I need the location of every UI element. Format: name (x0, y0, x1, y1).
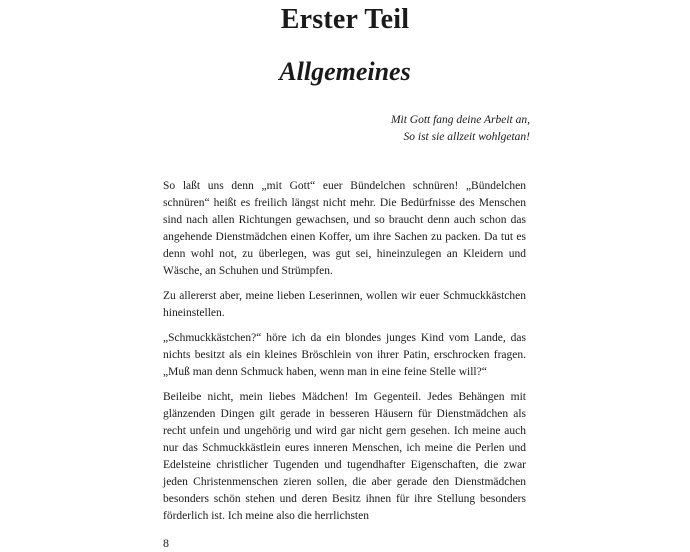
page-number: 8 (163, 536, 169, 550)
motto-line-2: So ist sie allzeit wohlgetan! (403, 131, 530, 143)
paragraph-4: Beileibe nicht, mein liebes Mädchen! Im Gegenteil. Jedes Behängen mit glänzenden Dingen gilt gerade in besseren Häusern für Dienstmädchen als recht unfein und ungehörig und wird gar nicht gern gesehen. Ich meine auch nur das Schmuckkästlein eures inneren Menschen, ich meine die Perlen und Edelsteine christlicher Tugenden und tugendhafter Eigenschaften, die zwar jeden Christenmenschen zieren sollen, die aber gerade den Dienstmädchen besonders schön stehen und deren Besitz ihnen für ihre Stellung besonders förderlich ist. Ich meine also die herrlichsten (163, 391, 526, 522)
paragraph-1: So laßt uns denn „mit Gott“ euer Bündelchen schnüren! „Bündelchen schnüren“ heißt es freilich längst nicht mehr. Die Bedürfnisse des Menschen sind nach allen Richtungen gewachsen, und so braucht denn auch schon das angehende Dienstmädchen einen Koffer, um ihre Sachen zu packen. Da tut es denn wohl not, zu überlegen, was gut sei, hineinzulegen an Kleidern und Wäsche, an Schuhen und Strümpfen. (163, 180, 526, 277)
motto (391, 112, 530, 146)
body-text (163, 178, 526, 533)
paragraph-3: „Schmuckkästchen?“ höre ich da ein blondes junges Kind vom Lande, das nichts besitzt als ein kleines Bröschlein von ihrer Patin, erschrocken fragen. „Muß man denn Schmuck haben, wenn man in eine feine Stelle will?“ (163, 332, 526, 378)
paragraph-2: Zu allererst aber, meine lieben Leserinnen, wollen wir euer Schmuckkästchen hineinstellen. (163, 290, 526, 319)
motto-line-1: Mit Gott fang deine Arbeit an, (390, 114, 530, 126)
chapter-title: Allgemeines (279, 57, 411, 86)
part-title: Erster Teil (280, 4, 410, 35)
